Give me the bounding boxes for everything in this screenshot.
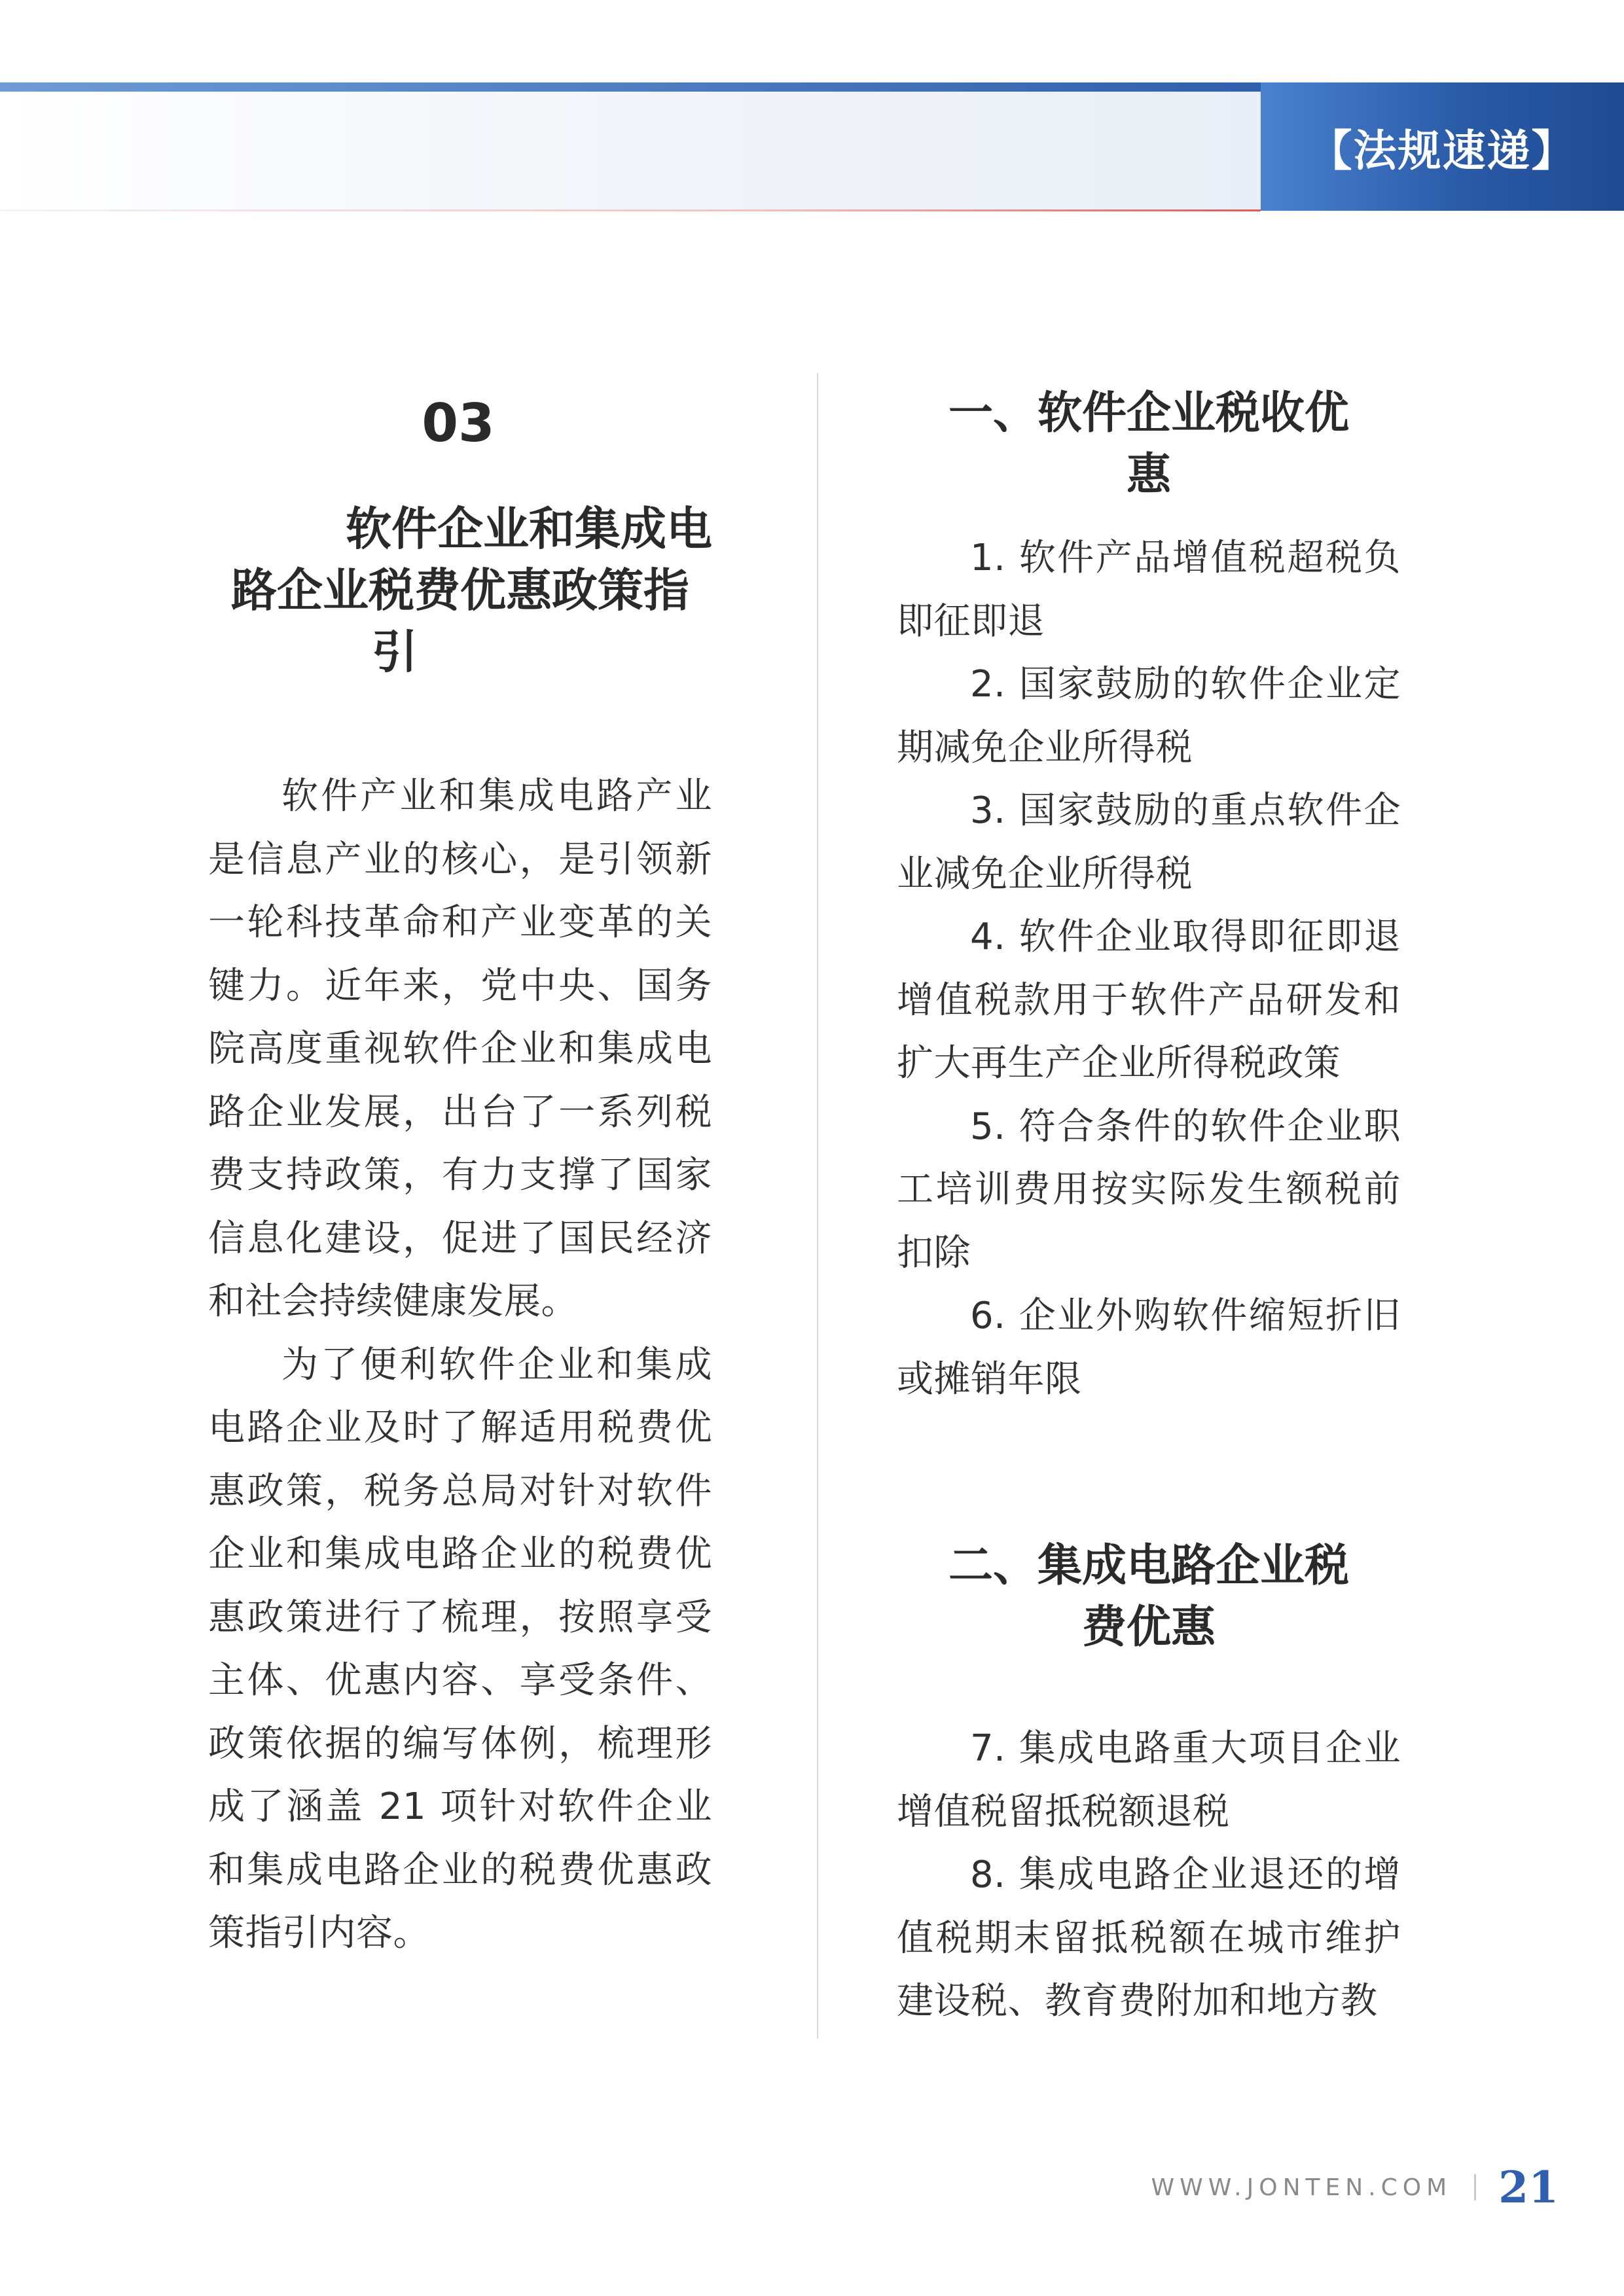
- section-heading-line: 二、集成电路企业税: [948, 1540, 1349, 1592]
- footer-separator: [1474, 2174, 1476, 2200]
- policy-item: 7. 集成电路重大项目企业增值税留抵税额退税: [897, 1727, 1401, 1833]
- article-body: [208, 765, 712, 1965]
- right-column: [897, 383, 1401, 2034]
- column-divider: [817, 373, 818, 2039]
- page-footer: [1151, 2160, 1559, 2215]
- policy-item: 5. 符合条件的软件企业职工培训费用按实际发生额税前扣除: [897, 1105, 1401, 1274]
- left-column: [208, 383, 712, 1965]
- body-paragraph: 为了便利软件企业和集成电路企业及时了解适用税费优惠政策，税务总局对针对软件企业和集成电路企业的税费优惠政策进行了梳理，按照享受主体、优惠内容、享受条件、政策依据的编写体例，梳理形成了涵盖 21 项针对软件企业和集成电路企业的税费优惠政策指引内容。: [208, 1343, 712, 1954]
- policy-item: 8. 集成电路企业退还的增值税期末留抵税额在城市维护建设税、教育费附加和地方教: [897, 1854, 1401, 2022]
- policy-item: 4. 软件企业取得即征即退增值税款用于软件产品研发和扩大再生产企业所得税政策: [897, 916, 1401, 1085]
- section-heading-line: 一、软件企业税收优: [948, 387, 1349, 439]
- policy-item: 1. 软件产品增值税超税负即征即退: [897, 537, 1401, 643]
- policy-list-ic: [897, 1717, 1401, 2034]
- section-tag-label: 【法规速递】: [1308, 124, 1576, 176]
- section-heading-line: 费优惠: [1081, 1602, 1216, 1653]
- page-number: 21: [1498, 2162, 1559, 2213]
- header-underline: [0, 209, 1261, 211]
- footer-website: WWW.JONTEN.COM: [1151, 2174, 1453, 2201]
- section-heading-ic: [897, 1535, 1401, 1659]
- header-top-line: [0, 82, 1261, 92]
- article-title: [208, 498, 712, 683]
- article-title-line: 引: [372, 625, 418, 679]
- article-title-line: 软件企业和集成电: [346, 502, 712, 556]
- policy-item: 3. 国家鼓励的重点软件企业减免企业所得税: [897, 789, 1401, 895]
- header-band: [0, 92, 1261, 211]
- section-tag: [1261, 82, 1624, 211]
- article-number: 03: [422, 393, 495, 454]
- policy-item: 6. 企业外购软件缩短折旧或摊销年限: [897, 1295, 1401, 1401]
- article-title-line: 路企业税费优惠政策指: [231, 564, 689, 617]
- body-paragraph: 软件产业和集成电路产业是信息产业的核心，是引领新一轮科技革命和产业变革的关键力。近年来，党中央、国务院高度重视软件企业和集成电路企业发展，出台了一系列税费支持政策，有力支撑了国家信息化建设，促进了国民经济和社会持续健康发展。: [208, 775, 712, 1323]
- policy-item: 2. 国家鼓励的软件企业定期减免企业所得税: [897, 663, 1401, 769]
- section-heading-line: 惠: [1126, 449, 1171, 501]
- section-heading-software: [897, 383, 1401, 506]
- policy-list-software: [897, 527, 1401, 1411]
